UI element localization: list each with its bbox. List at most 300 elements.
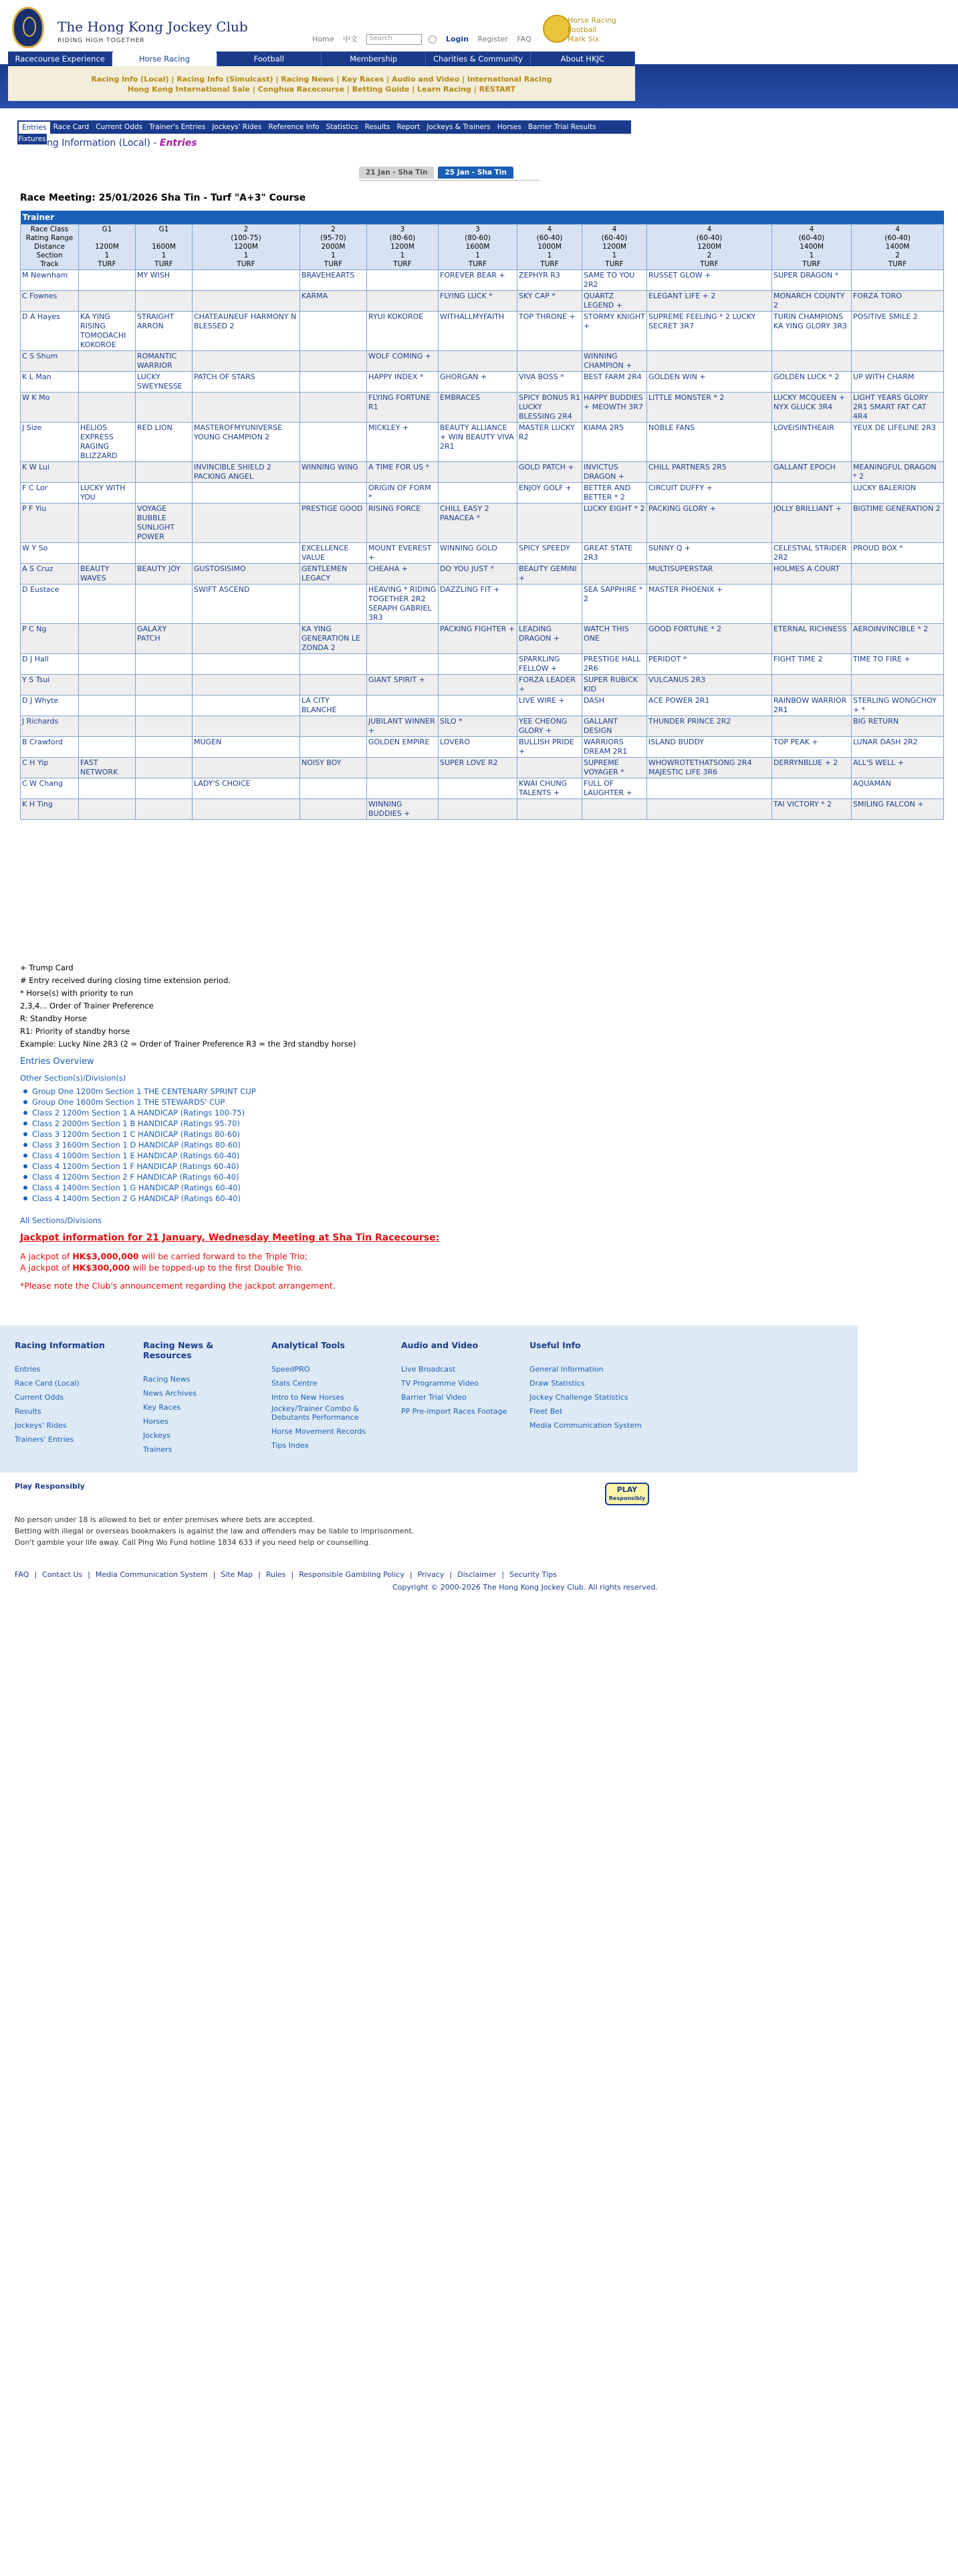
play-responsibly-badge-icon[interactable] [605,1483,649,1505]
sub-nav-item[interactable]: Audio and Video [391,75,460,84]
horse-entry-cell[interactable]: TOP PEAK + [772,737,852,758]
horse-entry-cell[interactable]: SILO * [439,716,517,737]
horse-entry-cell[interactable]: PACKING GLORY + [647,504,772,543]
footer-link[interactable]: Trainers' Entries [15,1435,74,1444]
footer-link[interactable]: Race Card (Local) [15,1379,80,1388]
horse-entry-cell[interactable]: SUPER RUBICK KID [582,675,647,695]
footer-link[interactable]: Jockeys [143,1431,171,1440]
horse-entry-cell[interactable]: PACKING FIGHTER + [439,624,517,654]
empty-cell [300,675,367,695]
footer-link[interactable]: Media Communication System [529,1421,642,1430]
horse-entry-cell[interactable]: BRAVEHEARTS [300,270,367,291]
footer-link[interactable]: Stats Centre [271,1379,318,1388]
tab-reference-info[interactable]: Reference Info [268,123,320,131]
horse-entry-cell[interactable]: HAPPY BUDDIES + MEOWTH 3R7 [582,393,647,423]
horse-entry-cell[interactable]: SPICY BONUS R1 LUCKY BLESSING 2R4 [517,393,582,423]
horse-entry-cell[interactable]: FAST NETWORK [79,758,136,778]
horse-entry-cell[interactable]: SUPER DRAGON * [772,270,852,291]
sub-nav-item[interactable]: Hong Kong International Sale [127,85,250,94]
horse-entry-cell[interactable]: ISLAND BUDDY [647,737,772,758]
horse-entry-cell[interactable]: JUBILANT WINNER + [367,716,439,737]
footer-bottom-link[interactable]: Site Map [221,1570,253,1579]
horse-entry-cell[interactable]: KA YING GENERATION LE ZONDA 2 [300,624,367,654]
horse-entry-cell[interactable]: ETERNAL RICHNESS [772,624,852,654]
footer-link[interactable]: Entries [15,1365,41,1374]
horse-entry-cell[interactable]: MASTEROFMYUNIVERSE YOUNG CHAMPION 2 [193,423,300,462]
tab-jockeys-rides[interactable]: Jockeys' Rides [212,123,262,131]
trainer-name-cell[interactable]: W Y So [21,543,79,564]
horse-entry-cell[interactable]: LOVEISINTHEAIR [772,423,852,462]
horse-entry-cell[interactable]: FLYING FORTUNE R1 [367,393,439,423]
trainer-name-cell[interactable]: C Fownes [21,291,79,312]
horse-entry-cell[interactable]: MONARCH COUNTY 2 [772,291,852,312]
sub-nav-item[interactable]: Conghua Racecourse [257,85,345,94]
horse-entry-cell[interactable]: LUCKY BALERION [852,483,944,504]
trainer-name-cell[interactable]: Y S Tsui [21,675,79,695]
horse-entry-cell[interactable]: VULCANUS 2R3 [647,675,772,695]
race-header-value: (60-40) [884,234,911,242]
horse-entry-cell[interactable]: FULL OF LAUGHTER + [582,778,647,799]
horse-entry-cell[interactable]: RUSSET GLOW + [647,270,772,291]
horse-entry-cell[interactable]: CHATEAUNEUF HARMONY N BLESSED 2 [193,312,300,351]
section-link[interactable]: Class 3 1600m Section 1 D HANDICAP (Ratings 80-60) [32,1140,256,1150]
horse-entry-cell[interactable]: CHILL PARTNERS 2R5 [647,462,772,483]
horse-entry-cell[interactable]: STORMY KNIGHT + [582,312,647,351]
section-link[interactable]: Group One 1600m Section 1 THE STEWARDS' CUP [32,1097,256,1107]
section-link[interactable]: Class 4 1000m Section 1 E HANDICAP (Ratings 60-40) [32,1150,256,1161]
horse-entry-cell[interactable]: HOLMES A COURT [772,564,852,584]
horse-entry-cell[interactable]: WINNING WING [300,462,367,483]
footer-link[interactable]: General Information [529,1365,604,1374]
horse-entry-cell[interactable]: PATCH OF STARS [193,372,300,393]
empty-cell [852,564,944,584]
sub-nav-item[interactable]: Racing Info (Simulcast) [176,75,273,84]
trainer-name-cell[interactable]: D Eustace [21,584,79,624]
horse-entry-cell[interactable]: SUPREME VOYAGER * [582,758,647,778]
footer-link[interactable]: Results [15,1407,41,1416]
horse-entry-cell[interactable]: WATCH THIS ONE [582,624,647,654]
trainer-name-cell[interactable]: A S Cruz [21,564,79,584]
sub-nav-item[interactable]: Learn Racing [417,85,471,94]
horse-entry-cell[interactable]: WINNING BUDDIES + [367,799,439,820]
horse-entry-cell[interactable]: PRESTIGE GOOD [300,504,367,543]
section-link[interactable]: Class 4 1200m Section 2 F HANDICAP (Ratings 60-40) [32,1172,256,1182]
empty-cell [193,675,300,695]
horse-entry-cell[interactable]: WARRIORS DREAM 2R1 [582,737,647,758]
horse-entry-cell[interactable]: HEAVING * RIDING TOGETHER 2R2 SERAPH GABRIEL 3R3 [367,584,439,624]
tab-entries[interactable]: Entries [19,122,50,134]
horse-entry-cell[interactable]: AEROINVINCIBLE * 2 [852,624,944,654]
horse-entry-cell[interactable]: ELEGANT LIFE + 2 [647,291,772,312]
horse-entry-cell[interactable]: LUCKY SWEYNESSE [136,372,193,393]
footer-bottom-link[interactable]: Media Communication System [95,1570,208,1579]
sub-nav-separator: | [384,75,392,84]
horse-entry-cell[interactable]: BEAUTY WAVES [79,564,136,584]
horse-entry-cell[interactable]: LIVE WIRE + [517,695,582,716]
horse-entry-cell[interactable]: WINNING CHAMPION + [582,351,647,372]
trainer-name-cell[interactable]: M Newnham [21,270,79,291]
horse-entry-cell[interactable]: TURIN CHAMPIONS KA YING GLORY 3R3 [772,312,852,351]
horse-entry-cell[interactable]: LIGHT YEARS GLORY 2R1 SMART FAT CAT 4R4 [852,393,944,423]
horse-entry-cell[interactable]: WHOWROTETHATSONG 2R4 MAJESTIC LIFE 3R6 [647,758,772,778]
race-header-value [136,234,191,243]
content-area [12,114,946,1317]
horse-entry-cell[interactable]: LA CITY BLANCHE [300,695,367,716]
badge-line-1: PLAY [616,1485,638,1494]
footer-link[interactable]: Jockey Challenge Statistics [529,1393,628,1402]
sub-nav-item[interactable]: Key Races [342,75,384,84]
horse-entry-cell[interactable]: GALAXY PATCH [136,624,193,654]
footer-link[interactable]: Horse Movement Records [271,1427,366,1436]
footer-link[interactable]: TV Programme Video [401,1379,479,1388]
horse-entry-cell[interactable]: CIRCUIT DUFFY + [647,483,772,504]
horse-entry-cell[interactable]: HAPPY INDEX * [367,372,439,393]
date-tab-25-jan[interactable]: 25 Jan - Sha Tin [438,167,513,179]
horse-entry-cell[interactable]: PROUD BOX * [852,543,944,564]
horse-entry-cell[interactable]: WOLF COMING + [367,351,439,372]
horse-entry-cell[interactable]: SAME TO YOU 2R2 [582,270,647,291]
horse-entry-cell[interactable]: JOLLY BRILLIANT + [772,504,852,543]
horse-entry-cell[interactable]: INVINCIBLE SHIELD 2 PACKING ANGEL [193,462,300,483]
main-nav-racecourse[interactable]: Racecourse Experience [8,51,112,66]
race-header-value: 1 [475,251,480,259]
horse-entry-cell[interactable]: UP WITH CHARM [852,372,944,393]
footer-link[interactable]: PP Pre-import Races Footage [401,1407,507,1416]
horse-entry-cell[interactable]: TIME TO FIRE + [852,654,944,675]
table-row [21,564,944,584]
horse-entry-cell[interactable]: DO YOU JUST * [439,564,517,584]
horse-entry-cell[interactable]: FOREVER BEAR + [439,270,517,291]
empty-cell [439,799,517,820]
horse-entry-cell[interactable]: NOBLE FANS [647,423,772,462]
footer-link[interactable]: Tips Index [271,1441,309,1450]
horse-entry-cell[interactable]: SUNNY Q + [647,543,772,564]
horse-entry-cell[interactable]: THUNDER PRINCE 2R2 [647,716,772,737]
horse-entry-cell[interactable]: TAI VICTORY * 2 [772,799,852,820]
trainer-name-cell[interactable]: C H Yip [21,758,79,778]
race-header-cell [852,225,944,270]
trainer-name-cell[interactable]: F C Lor [21,483,79,504]
trainer-name-cell[interactable]: D J Whyte [21,695,79,716]
horse-entry-cell[interactable]: FLYING LUCK * [439,291,517,312]
horse-entry-cell[interactable]: MUGEN [193,737,300,758]
horse-entry-cell[interactable]: MICKLEY + [367,423,439,462]
tab-race-card[interactable]: Race Card [53,123,90,131]
horse-entry-cell[interactable]: SUPER LOVE R2 [439,758,517,778]
horse-entry-cell[interactable]: BETTER AND BETTER * 2 [582,483,647,504]
horse-entry-cell[interactable]: PERIDOT * [647,654,772,675]
horse-entry-cell[interactable]: DERRYNBLUE + 2 [772,758,852,778]
horse-entry-cell[interactable]: MASTER PHOENIX + [647,584,772,624]
trainer-name-cell[interactable]: J Richards [21,716,79,737]
horse-entry-cell[interactable]: VOYAGE BUBBLE SUNLIGHT POWER [136,504,193,543]
horse-entry-cell[interactable]: SMILING FALCON + [852,799,944,820]
faq-link[interactable]: FAQ [517,35,531,43]
section-link[interactable]: Group One 1200m Section 1 THE CENTENARY SPRINT CUP [32,1087,256,1096]
empty-cell [852,584,944,624]
horse-entry-cell[interactable]: MASTER LUCKY R2 [517,423,582,462]
horse-entry-cell[interactable]: WINNING GOLD [439,543,517,564]
race-header-value: 3 [475,225,480,233]
horse-entry-cell[interactable]: BEAUTY JOY [136,564,193,584]
race-header-value: 2 [895,251,900,259]
table-row [21,504,944,543]
sub-nav-item[interactable]: Betting Guide [352,85,410,94]
trainer-name-cell[interactable]: K H Ting [21,799,79,820]
race-header-value: (80-60) [389,234,416,242]
tab-barrier-trial-results[interactable]: Barrier Trial Results [527,123,596,131]
all-sections-link[interactable]: All Sections/Divisions [20,1216,102,1225]
horse-entry-cell[interactable]: SEA SAPPHIRE * 2 [582,584,647,624]
footer-link[interactable]: Draw Statistics [529,1379,585,1388]
trainer-name-cell[interactable]: K L Man [21,372,79,393]
horse-entry-cell[interactable]: LITTLE MONSTER * 2 [647,393,772,423]
jackpot-lines [20,1251,336,1291]
footer-link[interactable]: Trainers [143,1445,172,1454]
horse-entry-cell[interactable]: LOVERO [439,737,517,758]
date-tab-21-jan[interactable]: 21 Jan - Sha Tin [359,167,434,179]
horse-entry-cell[interactable]: RED LION [136,423,193,462]
empty-cell [300,654,367,675]
footer-link[interactable]: Intro to New Horses [271,1393,344,1402]
horse-entry-cell[interactable]: GALLANT EPOCH [772,462,852,483]
side-link-mark-six[interactable]: Mark Six [568,35,600,43]
horse-entry-cell[interactable]: DASH [582,695,647,716]
horse-entry-cell[interactable]: QUARTZ LEGEND + [582,291,647,312]
tab-current-odds[interactable]: Current Odds [96,123,143,131]
race-header-value: 4 [809,225,814,233]
table-row [21,737,944,758]
trainer-name-cell[interactable]: P C Ng [21,624,79,654]
horse-entry-cell[interactable]: GREAT STATE 2R3 [582,543,647,564]
footer-link[interactable]: News Archives [143,1389,197,1398]
horse-entry-cell[interactable]: SUPREME FEELING * 2 LUCKY SECRET 3R7 [647,312,772,351]
horse-entry-cell[interactable]: MOUNT EVEREST + [367,543,439,564]
horse-entry-cell[interactable]: MULTISUPERSTAR [647,564,772,584]
race-header-value: TURF [888,260,907,268]
jackpot-amount-2: HK$300,000 [72,1263,130,1273]
footer-link[interactable]: Key Races [143,1403,181,1412]
trainer-name-cell[interactable]: B Crawford [21,737,79,758]
trainer-name-cell[interactable]: P F Yiu [21,504,79,543]
horse-entry-cell[interactable]: ACE POWER 2R1 [647,695,772,716]
horse-entry-cell[interactable]: GOLDEN WIN + [647,372,772,393]
horse-entry-cell[interactable]: EMBRACES [439,393,517,423]
horse-entry-cell[interactable]: MY WISH [136,270,193,291]
horse-entry-cell[interactable]: LUCKY MCQUEEN + NYX GLUCK 3R4 [772,393,852,423]
footer-bottom-link[interactable]: FAQ [15,1570,29,1579]
trainer-name-cell[interactable]: J Size [21,423,79,462]
home-link[interactable]: Home [312,35,334,43]
section-link[interactable]: Class 3 1200m Section 1 C HANDICAP (Ratings 80-60) [32,1129,256,1140]
footer-link[interactable]: Racing News [143,1375,191,1384]
horse-entry-cell[interactable]: DAZZLING FIT + [439,584,517,624]
horse-entry-cell[interactable]: PRESTIGE HALL 2R6 [582,654,647,675]
tab-jockeys-trainers[interactable]: Jockeys & Trainers [427,123,491,131]
horse-entry-cell[interactable]: ORIGIN OF FORM * [367,483,439,504]
race-header-value: G1 [102,225,112,233]
register-link[interactable]: Register [477,35,508,43]
horse-entry-cell[interactable]: VIVA BOSS * [517,372,582,393]
horse-entry-cell[interactable]: LADY'S CHOICE [193,778,300,799]
brand-tagline: RIDING HIGH TOGETHER [57,37,145,44]
trainer-name-cell[interactable]: C S Shum [21,351,79,372]
footer-bottom-link[interactable]: Security Tips [509,1570,557,1579]
horse-entry-cell[interactable]: KIAMA 2R5 [582,423,647,462]
horse-entry-cell[interactable]: KWAI CHUNG TALENTS + [517,778,582,799]
badge-line-2: Responsibly [608,1495,646,1501]
horse-entry-cell[interactable]: BIGTIME GENERATION 2 [852,504,944,543]
tab-fixtures[interactable]: Fixtures [18,135,46,143]
section-link[interactable]: Class 4 1200m Section 1 F HANDICAP (Ratings 60-40) [32,1161,256,1172]
horse-entry-cell[interactable]: MEANINGFUL DRAGON * 2 [852,462,944,483]
horse-entry-cell[interactable]: KA YING RISING TOMODACHI KOKOROE [79,312,136,351]
horse-entry-cell[interactable]: BIG RETURN [852,716,944,737]
sub-nav-item[interactable]: International Racing [467,75,552,84]
horse-entry-cell[interactable]: BULLISH PRIDE + [517,737,582,758]
tab-report[interactable]: Report [396,123,421,131]
side-link-horse-racing[interactable]: Horse Racing [568,16,616,25]
horse-entry-cell[interactable]: SWIFT ASCEND [193,584,300,624]
horse-entry-cell[interactable]: HELIOS EXPRESS RAGING BLIZZARD [79,423,136,462]
horse-entry-cell[interactable]: ZEPHYR R3 [517,270,582,291]
footer-link[interactable]: Current Odds [15,1393,64,1402]
section-link[interactable]: Class 4 1400m Section 2 G HANDICAP (Ratings 60-40) [32,1193,256,1204]
horse-entry-cell[interactable]: ROMANTIC WARRIOR [136,351,193,372]
horse-entry-cell[interactable]: YEE CHEONG GLORY + [517,716,582,737]
tab-horses[interactable]: Horses [497,123,521,131]
horse-entry-cell[interactable]: BEAUTY GEMINI + [517,564,582,584]
horse-entry-cell[interactable]: RISING FORCE [367,504,439,543]
footer-bottom-link[interactable]: Contact Us [42,1570,83,1579]
horse-entry-cell[interactable]: STERLING WONGCHOY + * [852,695,944,716]
trainer-name-cell[interactable]: D A Hayes [21,312,79,351]
table-row [21,483,944,504]
main-nav-membership[interactable]: Membership [322,51,426,66]
trainer-name-cell[interactable]: D J Hall [21,654,79,675]
horse-entry-cell[interactable]: GENTLEMEN LEGACY [300,564,367,584]
horse-entry-cell[interactable]: EXCELLENCE VALUE [300,543,367,564]
footer-link[interactable]: Barrier Trial Video [401,1393,467,1402]
empty-cell [582,799,647,820]
horse-entry-cell[interactable]: RAINBOW WARRIOR 2R1 [772,695,852,716]
horse-entry-cell[interactable]: YEUX DE LIFELINE 2R3 [852,423,944,462]
footer-column [529,1340,643,1432]
horse-entry-cell[interactable]: GHORGAN + [439,372,517,393]
horse-entry-cell[interactable]: CHEAHA + [367,564,439,584]
search-input[interactable]: Search [366,34,422,45]
trainer-name-cell[interactable]: W K Mo [21,393,79,423]
login-link[interactable]: Login [445,35,469,43]
horse-entry-cell[interactable]: GALLANT DESIGN [582,716,647,737]
empty-cell [772,716,852,737]
horse-entry-cell[interactable]: BEAUTY ALLIANCE + WIN BEAUTY VIVA 2R1 [439,423,517,462]
footer-link[interactable]: Live Broadcast [401,1365,456,1374]
horse-entry-cell[interactable]: CELESTIAL STRIDER 2R2 [772,543,852,564]
footer-link[interactable]: SpeedPRO [271,1365,310,1374]
legend-note: R1: Priority of standby horse [20,1027,130,1036]
horse-entry-cell[interactable]: GIANT SPIRIT + [367,675,439,695]
footer-bottom-link[interactable]: Privacy [417,1570,445,1579]
footer-link[interactable]: Jockeys' Rides [15,1421,67,1430]
entries-overview-link[interactable]: Entries Overview [20,1057,94,1067]
section-link[interactable]: Class 2 1200m Section 1 A HANDICAP (Ratings 100-75) [32,1107,256,1118]
language-link[interactable]: 中文 [342,35,358,43]
horse-entry-cell[interactable]: GOLDEN EMPIRE [367,737,439,758]
footer-bottom-link[interactable]: Rules [265,1570,286,1579]
search-go-icon[interactable] [429,35,437,43]
footer-link[interactable]: Horses [143,1417,168,1426]
sub-nav-item[interactable]: RESTART [479,85,516,94]
horse-entry-cell[interactable]: INVICTUS DRAGON + [582,462,647,483]
race-header-cell [647,225,772,270]
horse-entry-cell[interactable]: FORZA TORO [852,291,944,312]
hkjc-logo-icon[interactable] [12,7,44,48]
horse-entry-cell[interactable]: BEST FARM 2R4 [582,372,647,393]
horse-entry-cell[interactable]: WITHALLMYFAITH [439,312,517,351]
horse-entry-cell[interactable]: GOLDEN LUCK * 2 [772,372,852,393]
footer-bottom-link[interactable]: Disclaimer [457,1570,497,1579]
tab-results[interactable]: Results [364,123,390,131]
horse-entry-cell[interactable]: LUCKY EIGHT * 2 [582,504,647,543]
horse-entry-cell[interactable]: SKY CAP * [517,291,582,312]
horse-entry-cell[interactable]: STRAIGHT ARRON [136,312,193,351]
horse-entry-cell[interactable]: ALL'S WELL + [852,758,944,778]
horse-entry-cell[interactable]: LEADING DRAGON + [517,624,582,654]
section-link[interactable]: Class 4 1400m Section 1 G HANDICAP (Ratings 60-40) [32,1182,256,1193]
horse-entry-cell[interactable]: POSITIVE SMILE 2 [852,312,944,351]
sub-nav-item[interactable]: Racing Info (Local) [91,75,169,84]
horse-entry-cell[interactable]: NOISY BOY [300,758,367,778]
section-link[interactable]: Class 2 2000m Section 1 B HANDICAP (Ratings 95-70) [32,1118,256,1129]
horse-entry-cell[interactable]: FORZA LEADER + [517,675,582,695]
horse-entry-cell[interactable]: ENJOY GOLF + [517,483,582,504]
main-nav-horse-racing[interactable]: Horse Racing [112,51,217,66]
horse-entry-cell[interactable]: RYUI KOKOROE [367,312,439,351]
horse-entry-cell[interactable]: GOOD FORTUNE * 2 [647,624,772,654]
footer-bottom-link[interactable]: Responsible Gambling Policy [299,1570,404,1579]
footer-link[interactable]: Jockey/Trainer Combo & Debutants Performance [271,1404,360,1422]
horse-entry-cell[interactable]: SPARKLING FELLOW + [517,654,582,675]
tab-statistics[interactable]: Statistics [326,123,358,131]
brand-name: The Hong Kong Jockey Club [57,19,248,35]
horse-entry-cell[interactable]: LUNAR DASH 2R2 [852,737,944,758]
tab-trainer-s-entries[interactable]: Trainer's Entries [149,123,206,131]
horse-entry-cell[interactable]: SPICY SPEEDY [517,543,582,564]
trainer-name-cell[interactable]: C W Chang [21,778,79,799]
sub-nav-item[interactable]: Racing News [281,75,334,84]
horse-entry-cell[interactable]: FIGHT TIME 2 [772,654,852,675]
main-nav-about[interactable]: About HKJC [531,51,635,66]
side-link-football[interactable]: Football [568,25,597,34]
race-header-cell [772,225,852,270]
footer-link[interactable]: Fleet Bet [529,1407,563,1416]
horse-entry-cell[interactable]: AQUAMAN [852,778,944,799]
main-nav-charities[interactable]: Charities & Community [426,51,530,66]
footer-column [401,1340,515,1418]
horse-entry-cell[interactable]: GUSTOSISIMO [193,564,300,584]
horse-entry-cell[interactable]: LUCKY WITH YOU [79,483,136,504]
race-header-label: Race Class [30,225,69,233]
table-title-row [21,211,944,225]
horse-entry-cell[interactable]: A TIME FOR US * [367,462,439,483]
horse-entry-cell[interactable]: TOP THRONE + [517,312,582,351]
horse-entry-cell[interactable]: CHILL EASY 2 PANACEA * [439,504,517,543]
horse-entry-cell[interactable]: GOLD PATCH + [517,462,582,483]
trainer-name-cell[interactable]: K W Lui [21,462,79,483]
main-nav-football[interactable]: Football [217,51,322,66]
horse-entry-cell[interactable]: KARMA [300,291,367,312]
